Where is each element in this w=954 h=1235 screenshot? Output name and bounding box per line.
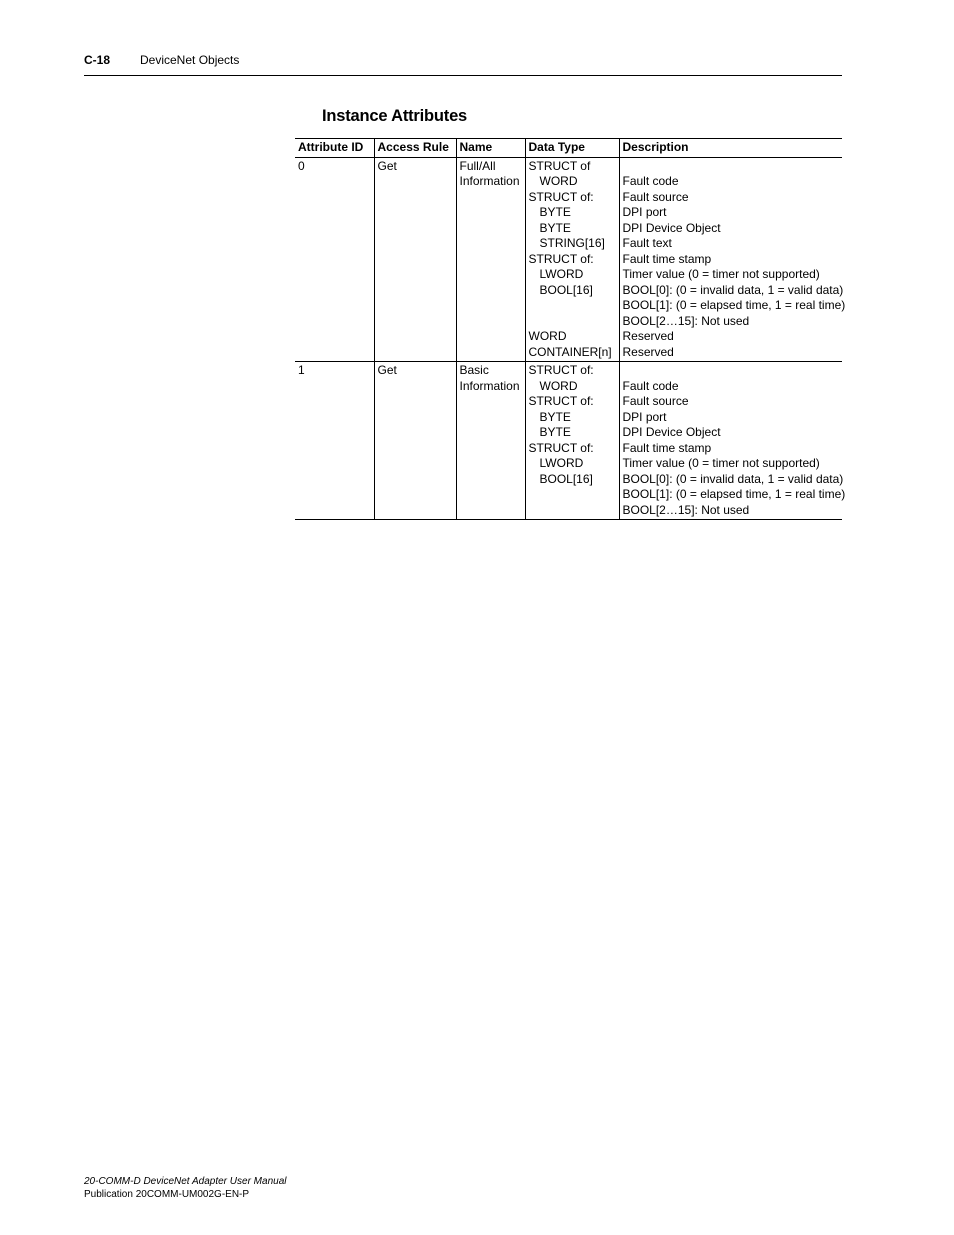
description-line: Fault code bbox=[622, 174, 679, 188]
data-type-line: STRING[16] bbox=[539, 236, 605, 250]
data-type-line: BYTE bbox=[539, 425, 571, 439]
attribute-id-cell bbox=[295, 157, 374, 362]
table-row bbox=[295, 157, 842, 362]
description-line: DPI Device Object bbox=[622, 425, 721, 439]
access-rule: Get bbox=[377, 158, 397, 173]
description-line: BOOL[1]: (0 = elapsed time, 1 = real time) bbox=[622, 487, 846, 501]
description-line: BOOL[2…15]: Not used bbox=[622, 313, 750, 328]
attribute-id: 0 bbox=[298, 158, 305, 173]
description-line: Fault time stamp bbox=[622, 251, 712, 266]
section-title: Instance Attributes bbox=[322, 107, 468, 125]
data-type-line: STRUCT of: bbox=[528, 189, 594, 204]
description-line: Fault time stamp bbox=[622, 440, 712, 455]
blank-line bbox=[623, 363, 841, 379]
access-rule: Get bbox=[377, 363, 397, 377]
data-type-line: WORD bbox=[528, 329, 567, 343]
description-line: Reserved bbox=[622, 344, 674, 359]
name-cell bbox=[456, 157, 525, 362]
data-type-line: STRUCT of: bbox=[528, 440, 594, 455]
blank-line bbox=[529, 487, 617, 503]
description-cell bbox=[619, 157, 846, 362]
description-line: Timer value (0 = timer not supported) bbox=[622, 456, 820, 470]
name-line: Full/All bbox=[459, 158, 496, 173]
instance-attributes-table bbox=[295, 138, 846, 520]
data-type-line: BYTE bbox=[539, 205, 571, 219]
data-type-line: STRUCT of: bbox=[528, 251, 594, 266]
data-type-cell bbox=[525, 362, 619, 520]
data-type-line: WORD bbox=[539, 378, 578, 393]
description-line: Fault source bbox=[622, 189, 689, 204]
attribute-id: 1 bbox=[298, 363, 305, 377]
description-line: Timer value (0 = timer not supported) bbox=[622, 267, 820, 281]
access-rule-cell bbox=[374, 157, 456, 362]
description-line: Fault code bbox=[622, 378, 679, 393]
name-line: Information bbox=[459, 378, 520, 393]
description-cell bbox=[619, 362, 846, 520]
data-type-line: BYTE bbox=[539, 409, 571, 424]
page-header bbox=[84, 52, 842, 76]
blank-line bbox=[623, 159, 841, 175]
table-header-row bbox=[295, 139, 842, 158]
data-type-line: LWORD bbox=[539, 267, 584, 281]
data-type-line: BYTE bbox=[539, 220, 571, 235]
blank-line bbox=[529, 503, 617, 519]
column-header-access-rule: Access Rule bbox=[374, 139, 456, 158]
footer-publication: Publication 20COMM-UM002G-EN-P bbox=[84, 1189, 250, 1200]
data-type-line: WORD bbox=[539, 174, 578, 188]
data-type-line: BOOL[16] bbox=[539, 282, 593, 297]
description-line: BOOL[0]: (0 = invalid data, 1 = valid data) bbox=[622, 471, 844, 486]
table-row bbox=[295, 362, 842, 520]
name-line: Information bbox=[459, 174, 520, 188]
column-header-data-type: Data Type bbox=[525, 139, 619, 158]
page-footer bbox=[84, 1175, 286, 1201]
description-line: BOOL[2…15]: Not used bbox=[622, 502, 750, 517]
column-header-name: Name bbox=[456, 139, 525, 158]
description-line: DPI port bbox=[622, 205, 667, 219]
description-line: BOOL[0]: (0 = invalid data, 1 = valid data) bbox=[622, 282, 844, 297]
table-body bbox=[295, 157, 846, 520]
data-type-line: BOOL[16] bbox=[539, 471, 593, 486]
footer-manual-title: 20-COMM-D DeviceNet Adapter User Manual bbox=[84, 1176, 287, 1187]
description-line: DPI Device Object bbox=[622, 220, 721, 235]
data-type-line: STRUCT of: bbox=[528, 394, 594, 408]
data-type-line: CONTAINER[n] bbox=[528, 344, 612, 359]
description-line: Reserved bbox=[622, 329, 674, 343]
data-type-line: STRUCT of: bbox=[528, 363, 594, 377]
page-number: C-18 bbox=[84, 53, 111, 67]
description-line: BOOL[1]: (0 = elapsed time, 1 = real time) bbox=[622, 298, 846, 312]
column-header-attribute-id: Attribute ID bbox=[295, 139, 374, 158]
column-header-description: Description bbox=[622, 140, 689, 154]
attribute-id-cell bbox=[295, 362, 374, 520]
section-name: DeviceNet Objects bbox=[140, 53, 240, 67]
description-line: DPI port bbox=[622, 409, 667, 424]
name-line: Basic bbox=[459, 363, 489, 377]
description-line: Fault source bbox=[622, 394, 689, 408]
access-rule-cell bbox=[374, 362, 456, 520]
data-type-line: STRUCT of bbox=[528, 158, 591, 173]
blank-line bbox=[529, 314, 617, 330]
data-type-cell bbox=[525, 157, 619, 362]
data-type-line: LWORD bbox=[539, 456, 584, 470]
description-line: Fault text bbox=[622, 236, 672, 250]
name-cell bbox=[456, 362, 525, 520]
blank-line bbox=[529, 298, 617, 314]
